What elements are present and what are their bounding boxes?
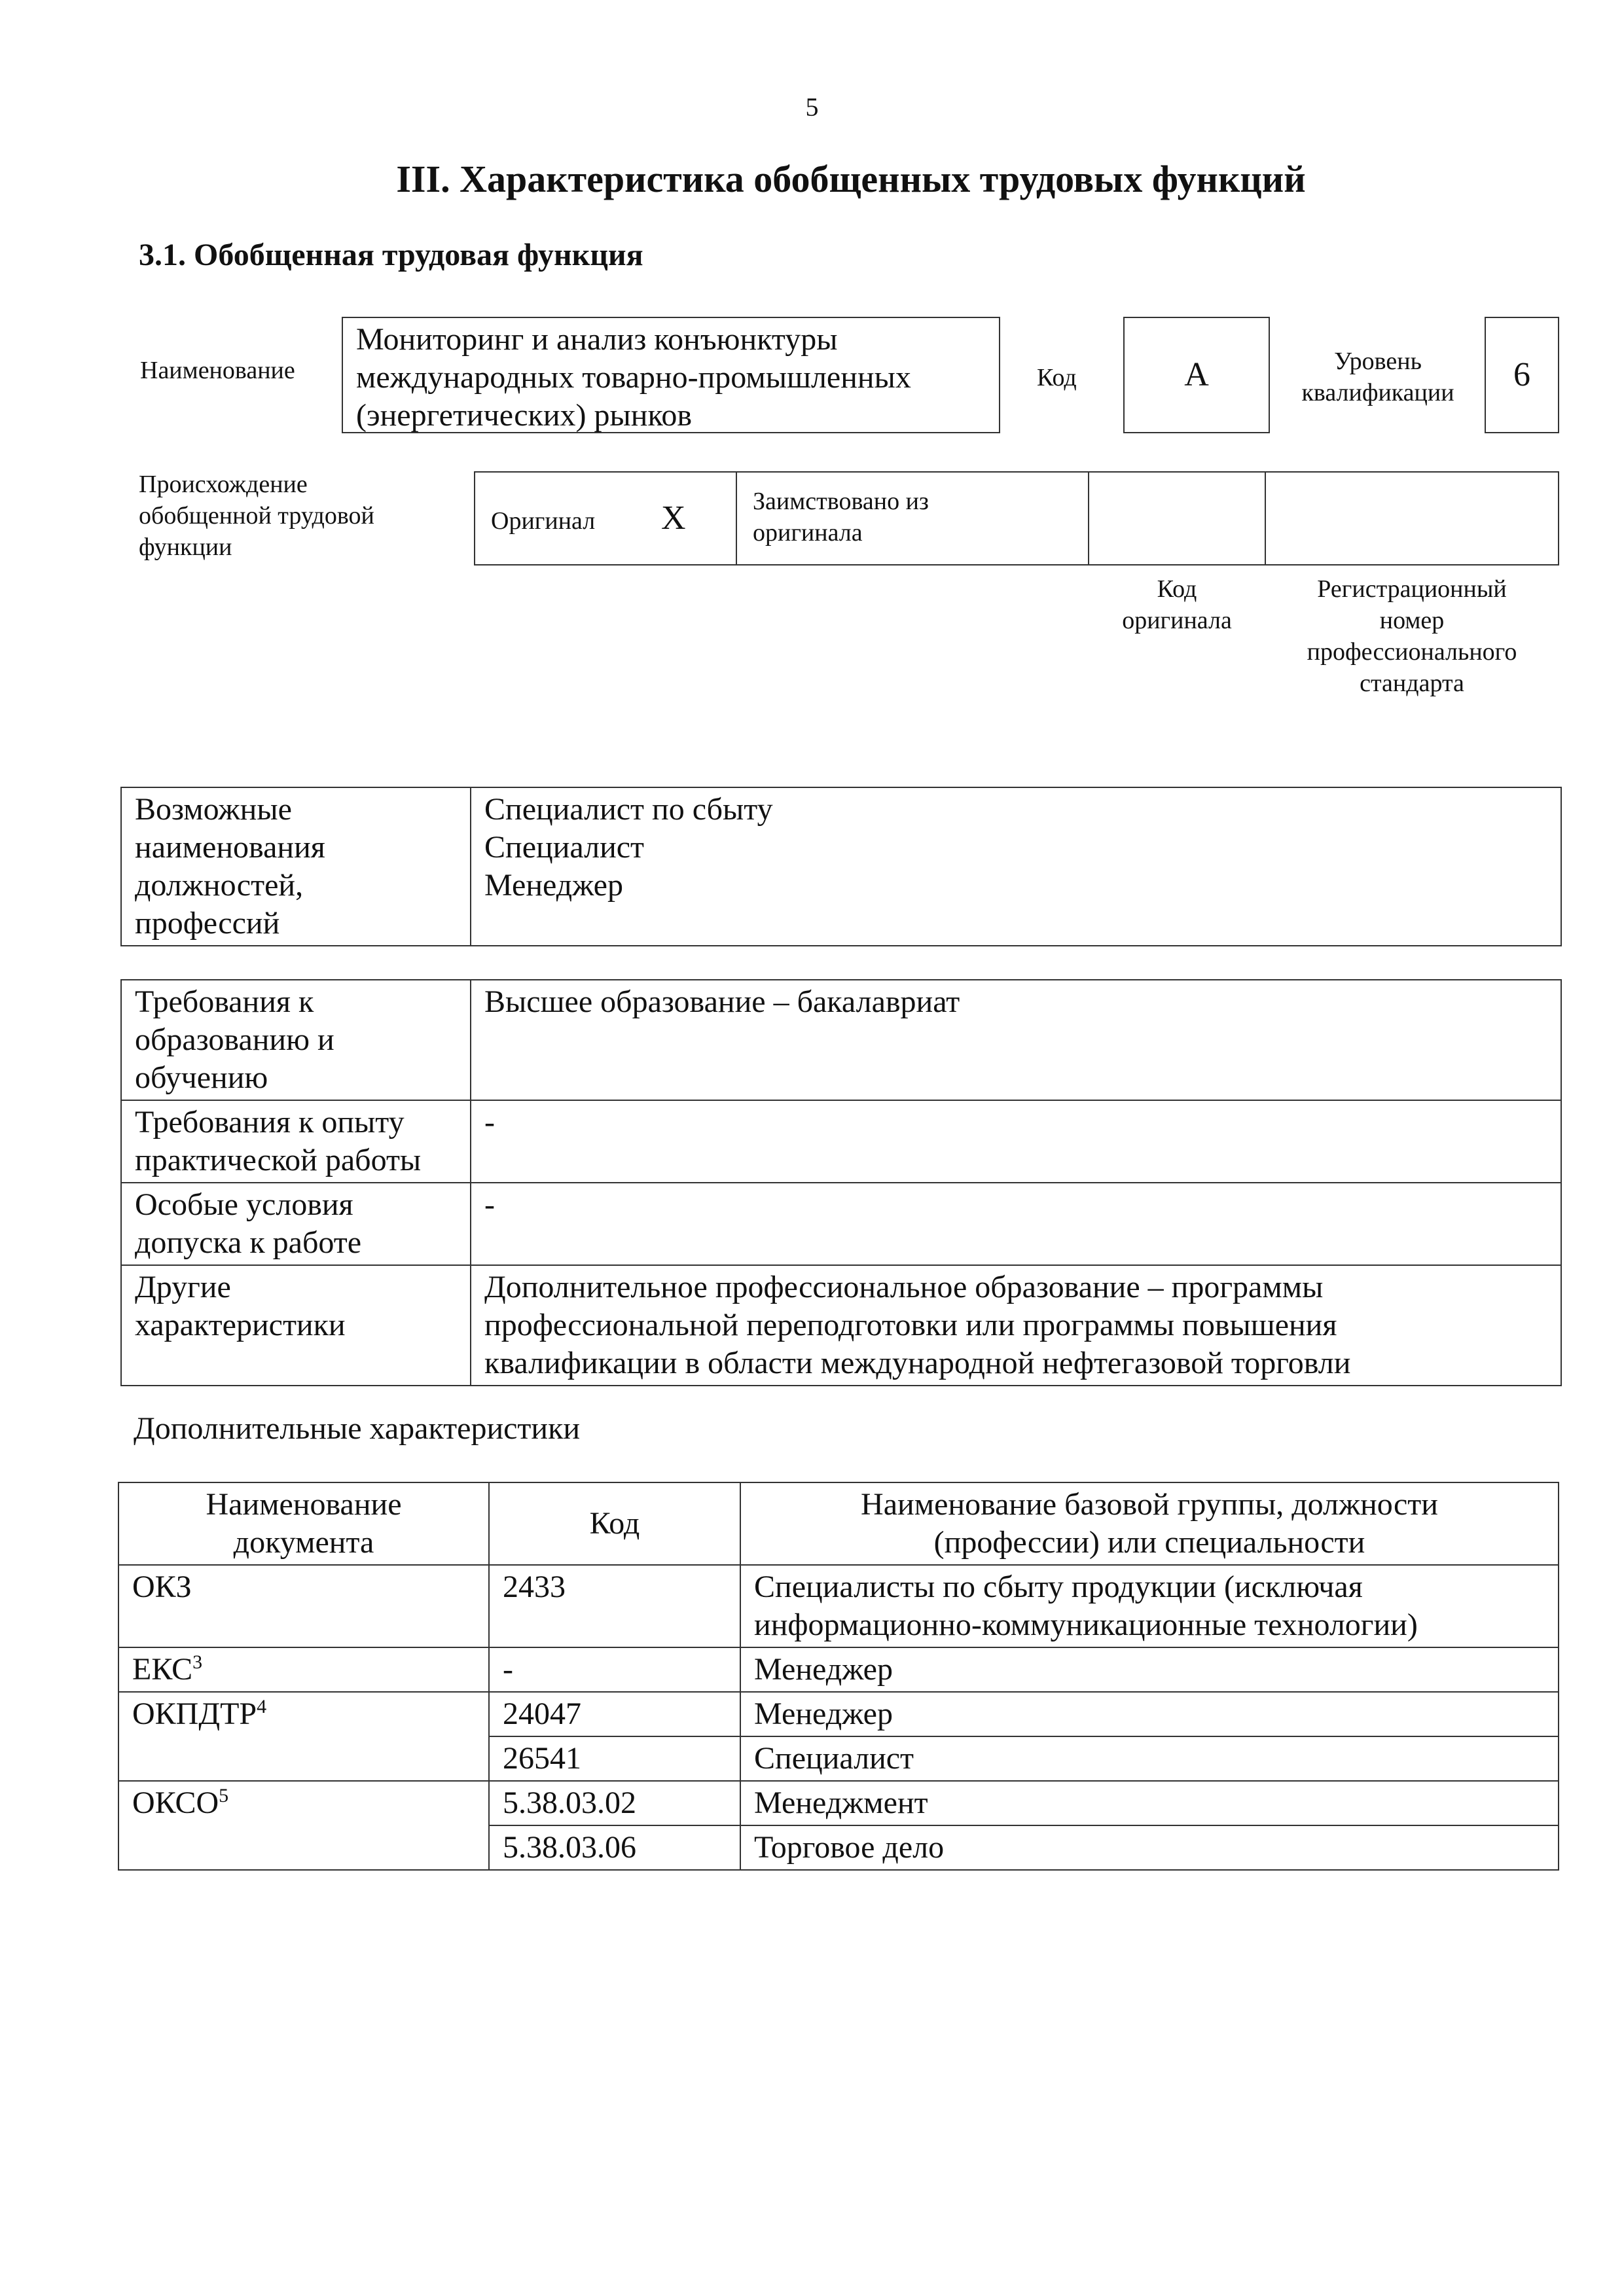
- original-code-caption: [1088, 573, 1266, 636]
- origin-label-line: обобщенной трудовой: [139, 502, 374, 529]
- function-name-box: [342, 317, 1000, 433]
- function-name-line: Мониторинг и анализ конъюнктуры: [356, 322, 838, 357]
- positions-label-line: Возможные: [135, 792, 292, 827]
- origin-label: [139, 469, 374, 563]
- positions-label-line: должностей,: [135, 868, 304, 903]
- table-header-row: [118, 1482, 1559, 1565]
- group-cell: [740, 1736, 1559, 1781]
- code-cell: -: [489, 1647, 740, 1692]
- doc-name: ОКСО: [132, 1785, 219, 1820]
- function-name-line: (энергетических) рынков: [356, 398, 693, 433]
- borrowed-label-line: оригинала: [753, 519, 863, 547]
- table-row: [118, 1565, 1559, 1647]
- registration-number-caption: [1265, 573, 1559, 699]
- group-line: Специалист: [754, 1741, 914, 1776]
- original-code-cell: [1088, 471, 1266, 565]
- reg-caption-line: номер: [1379, 607, 1445, 634]
- requirement-value: [471, 1100, 1561, 1183]
- borrowed-label-line: Заимствовано из: [753, 488, 929, 515]
- footnote-ref: 4: [257, 1696, 267, 1717]
- group-line: информационно-коммуникационные технологии): [754, 1607, 1418, 1642]
- level-label-line: квалификации: [1301, 379, 1454, 406]
- code-label: Код: [1037, 364, 1077, 391]
- requirement-value-line: Высшее образование – бакалавриат: [484, 984, 960, 1019]
- requirement-value: [471, 980, 1561, 1100]
- requirement-label-line: образованию и: [135, 1022, 334, 1057]
- subsection-title: 3.1. Обобщенная трудовая функция: [139, 238, 643, 272]
- reg-caption-line: Регистрационный: [1317, 575, 1507, 603]
- original-label: Оригинал: [491, 507, 596, 535]
- function-name-line: международных товарно-промышленных: [356, 360, 911, 395]
- header-doc-line: Наименование: [206, 1487, 402, 1522]
- requirement-label-line: обучению: [135, 1060, 268, 1095]
- header-code: Код: [489, 1482, 740, 1565]
- requirement-label-line: характеристики: [135, 1308, 346, 1342]
- header-doc-line: документа: [233, 1525, 374, 1560]
- footnote-ref: 3: [192, 1651, 203, 1673]
- code-caption-line: оригинала: [1122, 607, 1232, 634]
- requirement-value-line: -: [484, 1187, 495, 1222]
- original-mark: X: [661, 499, 686, 537]
- level-value-box: 6: [1485, 317, 1559, 433]
- requirement-value: [471, 1265, 1561, 1386]
- page-number: 5: [805, 92, 819, 122]
- requirement-label: [121, 1265, 471, 1386]
- name-label: Наименование: [140, 357, 295, 384]
- requirement-value-line: -: [484, 1105, 495, 1139]
- group-cell: [740, 1692, 1559, 1736]
- code-cell: 2433: [489, 1565, 740, 1647]
- header-group-line: (профессии) или специальности: [933, 1525, 1365, 1560]
- requirement-label-line: Другие: [135, 1270, 231, 1304]
- group-line: Менеджер: [754, 1696, 893, 1731]
- requirement-label: [121, 1183, 471, 1265]
- table-row: [121, 980, 1561, 1100]
- table-row: [118, 1781, 1559, 1825]
- doc-cell: [118, 1781, 489, 1870]
- code-cell: 24047: [489, 1692, 740, 1736]
- code-caption-line: Код: [1157, 575, 1197, 603]
- positions-label-line: наименования: [135, 830, 325, 865]
- code-cell: 5.38.03.06: [489, 1825, 740, 1870]
- position-item: Менеджер: [484, 868, 623, 903]
- position-item: Специалист: [484, 830, 645, 865]
- level-label: [1276, 346, 1479, 408]
- origin-label-line: функции: [139, 533, 232, 561]
- level-label-line: Уровень: [1334, 348, 1422, 375]
- requirement-value: [471, 1183, 1561, 1265]
- code-cell: 26541: [489, 1736, 740, 1781]
- requirement-label-line: практической работы: [135, 1143, 422, 1177]
- origin-label-line: Происхождение: [139, 471, 308, 498]
- positions-label-line: профессий: [135, 906, 280, 941]
- reg-caption-line: стандарта: [1360, 670, 1464, 697]
- table-row: [121, 787, 1561, 946]
- doc-name: ОКПДТР: [132, 1696, 257, 1731]
- group-cell: [740, 1781, 1559, 1825]
- table-row: [121, 1100, 1561, 1183]
- table-row: [118, 1647, 1559, 1692]
- requirement-value-line: квалификации в области международной нефтегазовой торговли: [484, 1346, 1351, 1380]
- requirement-label-line: Требования к: [135, 984, 314, 1019]
- registration-number-cell: [1265, 471, 1559, 565]
- group-cell: [740, 1825, 1559, 1870]
- position-item: Специалист по сбыту: [484, 792, 773, 827]
- section-title: III. Характеристика обобщенных трудовых функций: [396, 158, 1306, 200]
- positions-table: [120, 787, 1562, 946]
- group-cell: [740, 1647, 1559, 1692]
- group-line: Менеджмент: [754, 1785, 928, 1820]
- additional-table: [118, 1482, 1559, 1871]
- positions-label: [121, 787, 471, 946]
- requirement-label-line: допуска к работе: [135, 1225, 362, 1260]
- table-row: [118, 1692, 1559, 1736]
- group-line: Менеджер: [754, 1652, 893, 1687]
- doc-cell: [118, 1565, 489, 1647]
- requirement-value-line: профессиональной переподготовки или программы повышения: [484, 1308, 1337, 1342]
- header-doc: [118, 1482, 489, 1565]
- positions-values: [471, 787, 1561, 946]
- doc-cell: [118, 1692, 489, 1781]
- code-cell: 5.38.03.02: [489, 1781, 740, 1825]
- group-line: Торговое дело: [754, 1830, 945, 1865]
- requirement-label-line: Особые условия: [135, 1187, 353, 1222]
- requirement-label: [121, 1100, 471, 1183]
- requirement-value-line: Дополнительное профессиональное образование – программы: [484, 1270, 1324, 1304]
- requirement-label-line: Требования к опыту: [135, 1105, 405, 1139]
- additional-title: Дополнительные характеристики: [134, 1411, 581, 1446]
- code-value-box: A: [1123, 317, 1270, 433]
- original-cell: [474, 471, 737, 565]
- table-row: [121, 1183, 1561, 1265]
- table-row: [121, 1265, 1561, 1386]
- group-line: Специалисты по сбыту продукции (исключая: [754, 1570, 1363, 1604]
- requirements-table: [120, 979, 1562, 1386]
- group-cell: [740, 1565, 1559, 1647]
- reg-caption-line: профессионального: [1307, 638, 1517, 666]
- requirement-label: [121, 980, 471, 1100]
- doc-cell: [118, 1647, 489, 1692]
- footnote-ref: 5: [219, 1785, 229, 1806]
- doc-name: ЕКС: [132, 1652, 193, 1687]
- borrowed-cell: [736, 471, 1089, 565]
- doc-name: ОКЗ: [132, 1570, 192, 1604]
- header-group: [740, 1482, 1559, 1565]
- header-group-line: Наименование базовой группы, должности: [861, 1487, 1438, 1522]
